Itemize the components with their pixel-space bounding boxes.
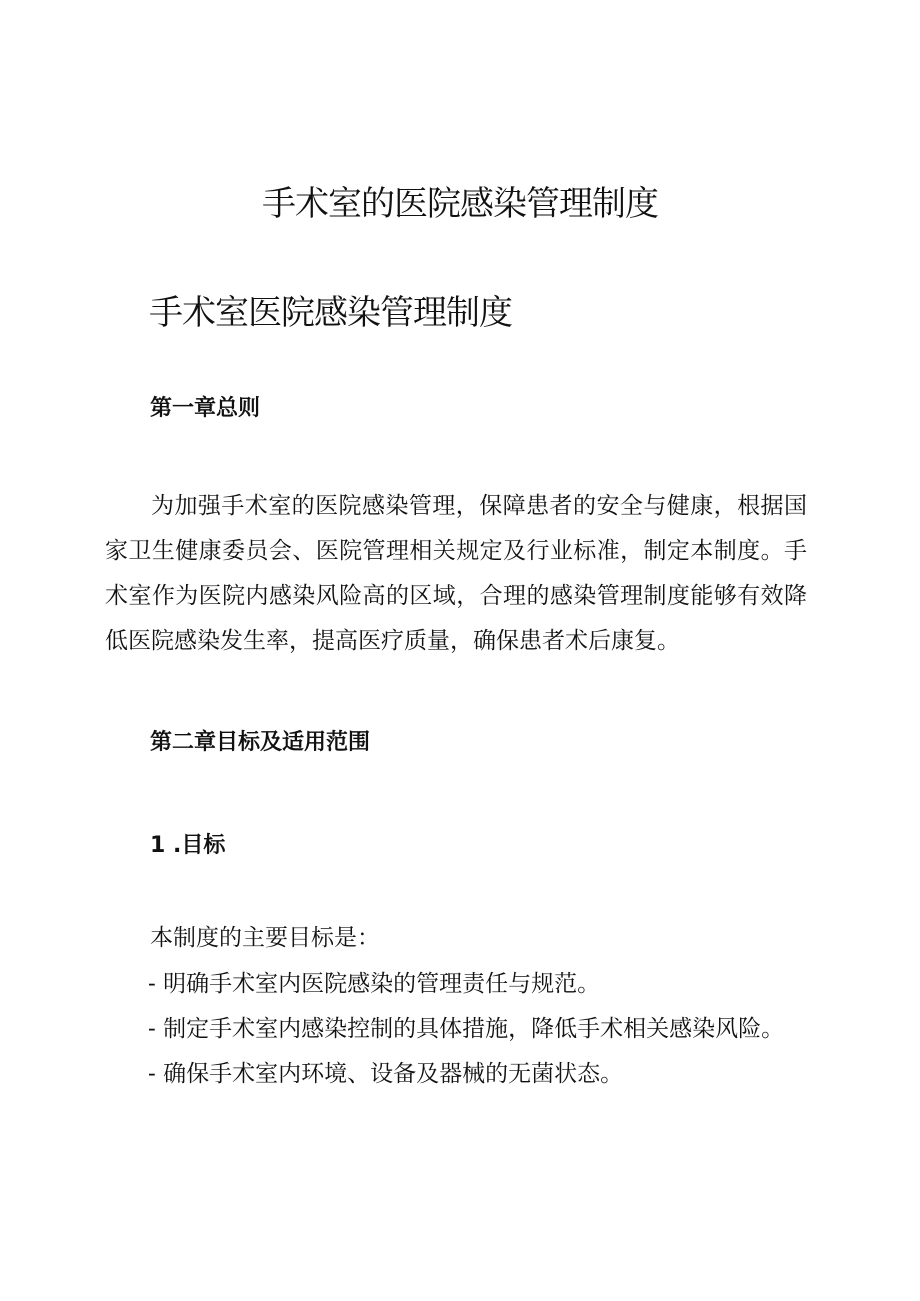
chapter-one-heading: 第一章总则 (150, 396, 261, 421)
goal-item: - 确保手术室内环境、设备及器械的无菌状态。 (148, 1061, 624, 1087)
goal-item: - 明确手术室内医院感染的管理责任与规范。 (148, 971, 601, 997)
goals-list (148, 969, 784, 1104)
section-title: 手术室医院感染管理制度 (149, 293, 512, 333)
document-title: 手术室的医院感染管理制度 (262, 184, 658, 224)
chapter-one-paragraph: 为加强手术室的医院感染管理，保障患者的安全与健康，根据国家卫生健康委员会、医院管理相关规定及行业标准，制定本制度。手术室作为医院内感染风险高的区域，合理的感染管理制度能够有效降低医院感染发生率，提高医疗质量，确保患者术后康复。 (105, 493, 807, 654)
goals-intro: 本制度的主要目标是： (150, 925, 380, 951)
chapter-two-heading: 第二章目标及适用范围 (150, 730, 371, 755)
goals-subheading: 1 .目标 (150, 833, 226, 858)
goal-item: - 制定手术室内感染控制的具体措施，降低手术相关感染风险。 (148, 1016, 785, 1042)
